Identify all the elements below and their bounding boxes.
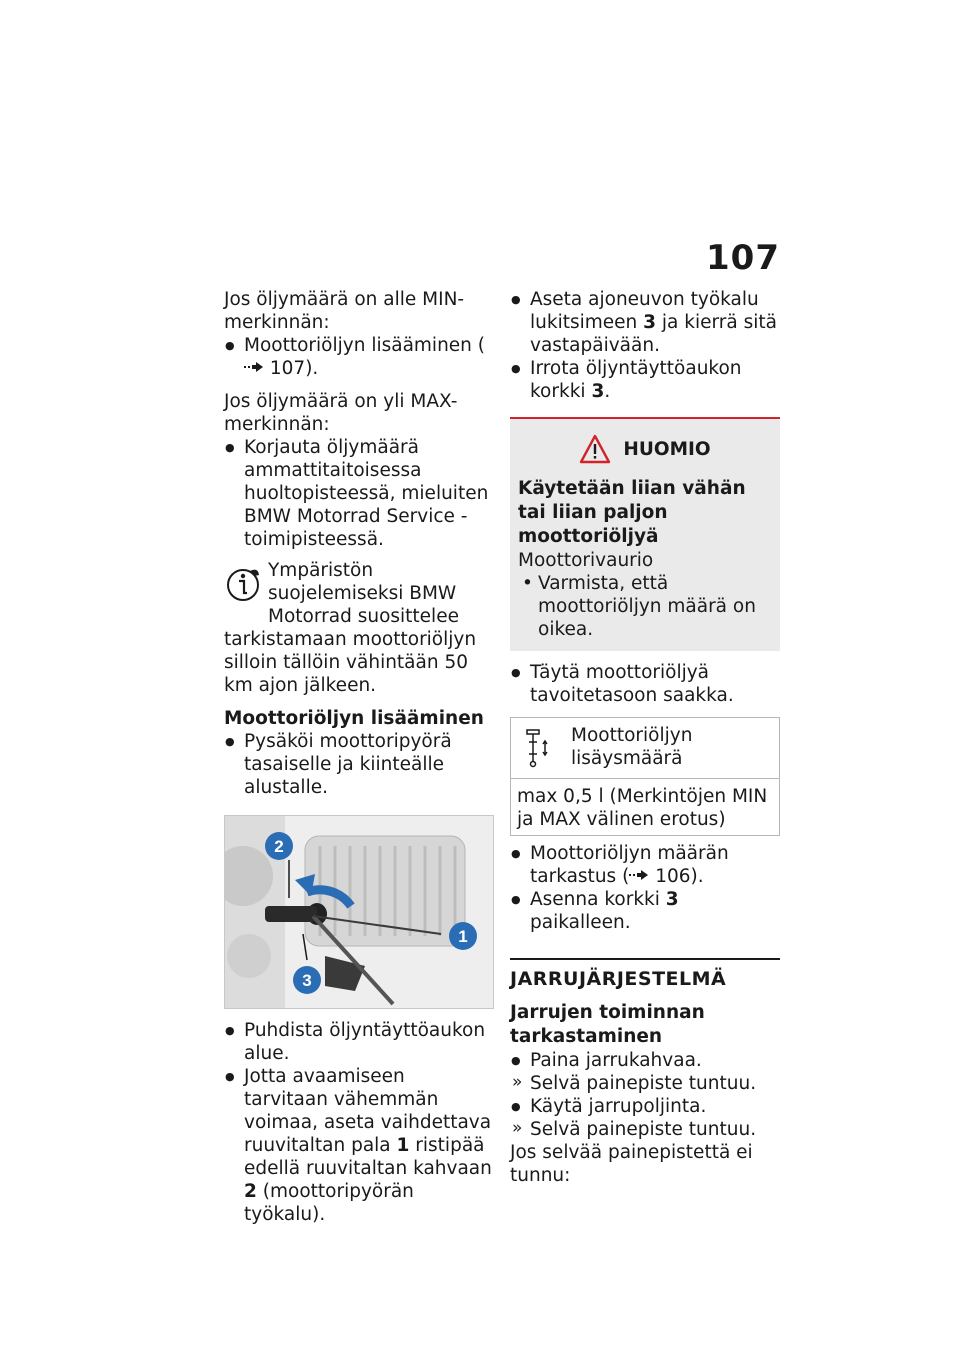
spec-header — [511, 718, 779, 779]
bullet-correct-oil: ● Korjauta öljymäärä ammattitaitoisessa huoltopisteessä, mieluiten BMW Motorrad Service -toimipisteessä. — [224, 436, 492, 551]
subheading-brake-check: Jarrujen toiminnan tarkastaminen — [510, 1002, 705, 1047]
bullet-park: ● Pysäköi moottoripyörä tasaiselle ja kiinteälle alustalle. — [224, 730, 492, 799]
environment-info-icon — [224, 565, 262, 603]
bullet-screwdriver-text-c: (moottoripyörän työkalu). — [244, 1181, 414, 1225]
part-number-3a: 3 — [643, 312, 657, 333]
heading-add-oil: Moottoriöljyn lisääminen — [224, 708, 484, 729]
figure-label-2: 2 — [274, 837, 284, 856]
bullet-check-oil-text: Moottoriöljyn määrän tarkastus — [530, 843, 729, 887]
bullet-clean: ● Puhdista öljyntäyttöaukon alue. — [224, 1019, 492, 1065]
bullet-install-cap — [510, 888, 780, 934]
figure-label-1: 1 — [458, 927, 468, 946]
bullet-screwdriver-text-b: ristipää edellä ruuvitaltan kahvaan — [244, 1135, 492, 1179]
bullet-add-oil-text: Moottoriöljyn lisääminen — [244, 335, 472, 356]
engine-illustration-svg — [225, 816, 493, 1008]
page-reference-107[interactable]: 107). — [269, 358, 319, 379]
caution-header — [518, 431, 772, 467]
caution-label: HUOMIO — [623, 438, 711, 460]
bullet-screwdriver-text-a: Jotta avaamiseen tarvitaan vähemmän voimaa, aseta vaihdettava ruuvitaltan pala — [244, 1066, 492, 1156]
caution-bullet: • Varmista, että moottoriöljyn määrä on oikea. — [518, 572, 772, 641]
paragraph-no-pressure-point: Jos selvää painepistettä ei tunnu: — [510, 1142, 753, 1186]
warning-triangle-icon — [579, 434, 611, 464]
page-number: 107 — [706, 238, 780, 278]
page-reference-arrow-icon — [244, 361, 264, 373]
caution-title: Käytetään liian vähän tai liian paljon moottoriöljyä — [518, 478, 746, 547]
caution-notice — [510, 417, 780, 651]
bullet-place-tool — [510, 288, 780, 357]
engine-illustration — [224, 815, 494, 1009]
environment-note-text-b: tarkistamaan moottoriöljyn silloin tällöin vähintään 50 km ajon jälkeen. — [224, 629, 477, 696]
part-number-2: 2 — [244, 1181, 257, 1202]
bullet-install-cap-text-a: Asenna korkki — [530, 889, 660, 910]
environment-note-text-a: Ympäristön suojelemiseksi BMW Motorrad suosittelee — [268, 560, 459, 627]
oil-quantity-spec — [510, 717, 780, 836]
figure-label-3: 3 — [302, 971, 312, 990]
bullet-fill-oil: ● Täytä moottoriöljyä tavoitetasoon saakka. — [510, 661, 780, 707]
bullet-remove-cap-period: . — [604, 381, 611, 402]
bullet-press-lever: ● Paina jarrukahvaa. — [510, 1049, 780, 1072]
result-pressure-point-2: » Selvä painepiste tuntuu. — [510, 1118, 780, 1141]
page-reference-106[interactable]: 106). — [655, 866, 704, 887]
bullet-place-tool-text-a: Aseta ajoneuvon työkalu lukitsimeen — [530, 289, 759, 333]
section-heading-brakes: JARRUJÄRJESTELMÄ — [510, 958, 780, 991]
page-reference-arrow-icon — [629, 869, 649, 881]
spec-value: max 0,5 l (Merkintöjen MIN ja MAX välinen erotus) — [517, 786, 768, 830]
bullet-remove-cap — [510, 357, 780, 403]
environment-note — [224, 559, 492, 628]
bullet-use-pedal: ● Käytä jarrupoljinta. — [510, 1095, 780, 1118]
oil-quantity-icon — [523, 728, 559, 768]
right-column — [510, 288, 780, 1187]
bullet-remove-cap-text: Irrota öljyntäyttöaukon korkki — [530, 358, 742, 402]
result-pressure-point-1: » Selvä painepiste tuntuu. — [510, 1072, 780, 1095]
paragraph-max: Jos öljymäärä on yli MAX-merkinnän: — [224, 391, 458, 435]
part-number-3c: 3 — [665, 889, 679, 910]
part-number-1: 1 — [396, 1135, 410, 1156]
bullet-screwdriver — [224, 1065, 492, 1226]
bullet-add-oil: ● Moottoriöljyn lisääminen ( 107). — [224, 334, 492, 380]
caution-consequence: Moottorivaurio — [518, 550, 654, 571]
spec-label: Moottoriöljyn lisäysmäärä — [571, 725, 693, 769]
bullet-check-oil: ● Moottoriöljyn määrän tarkastus ( 106). — [510, 842, 780, 888]
paragraph-min: Jos öljymäärä on alle MIN-merkinnän: — [224, 289, 465, 333]
part-number-3b: 3 — [591, 381, 605, 402]
left-column — [224, 288, 492, 1226]
bullet-install-cap-text-b: paikalleen. — [530, 912, 631, 933]
bullet-place-tool-text-b: ja kierrä sitä vastapäivään. — [530, 312, 777, 356]
